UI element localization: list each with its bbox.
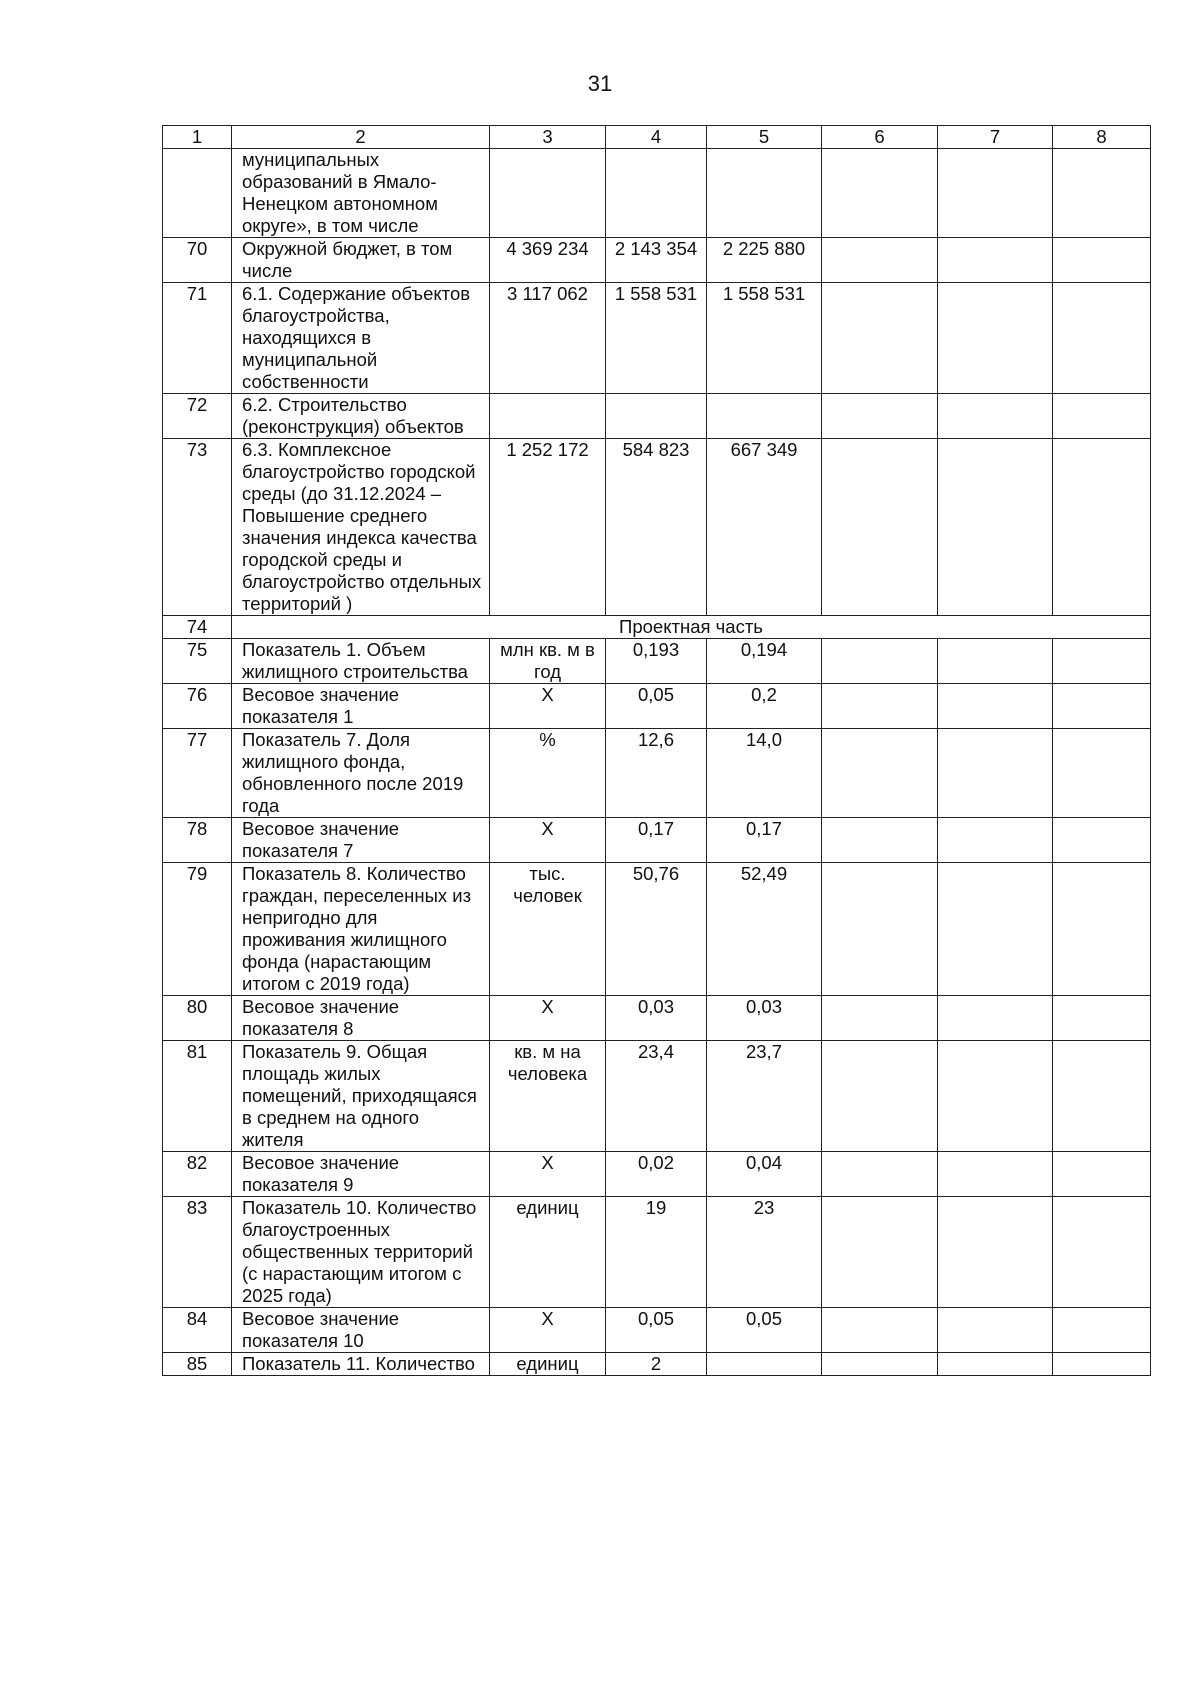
cell-col-5: 23,7 [707,1041,822,1152]
cell-col-7 [938,684,1053,729]
row-number-cell: 81 [163,1041,232,1152]
column-header-4: 4 [606,126,707,149]
cell-col-6 [822,283,938,394]
cell-col-2: 6.1. Содержание объектов благоустройства, находящихся в муниципальной собственности [232,283,490,394]
cell-col-5: 0,194 [707,639,822,684]
cell-col-8 [1053,684,1151,729]
cell-col-6 [822,1152,938,1197]
cell-col-3: % [490,729,606,818]
cell-col-3: млн кв. м в год [490,639,606,684]
table-row [163,863,1151,996]
cell-col-2: Весовое значение показателя 8 [232,996,490,1041]
cell-col-4: 50,76 [606,863,707,996]
cell-col-4: 2 [606,1353,707,1376]
cell-col-3: 1 252 172 [490,439,606,616]
cell-col-6 [822,684,938,729]
cell-col-5 [707,394,822,439]
cell-col-3: Х [490,1308,606,1353]
table-row [163,394,1151,439]
table-row [163,149,1151,238]
cell-col-7 [938,863,1053,996]
cell-col-6 [822,1041,938,1152]
table-row [163,1197,1151,1308]
row-number-cell: 70 [163,238,232,283]
cell-col-7 [938,238,1053,283]
cell-col-4: 0,193 [606,639,707,684]
cell-col-2: Весовое значение показателя 1 [232,684,490,729]
cell-col-6 [822,1353,938,1376]
cell-col-8 [1053,818,1151,863]
cell-col-8 [1053,729,1151,818]
cell-col-2: Показатель 1. Объем жилищного строительства [232,639,490,684]
cell-col-6 [822,639,938,684]
table-row [163,996,1151,1041]
cell-col-8 [1053,149,1151,238]
cell-col-3: Х [490,996,606,1041]
cell-col-2: Весовое значение показателя 7 [232,818,490,863]
row-number-cell: 75 [163,639,232,684]
data-table [162,125,1151,1376]
cell-col-3: Х [490,1152,606,1197]
cell-col-2: муниципальных образований в Ямало-Ненецком автономном округе», в том числе [232,149,490,238]
column-header-2: 2 [232,126,490,149]
cell-col-3: кв. м на человека [490,1041,606,1152]
cell-col-2: 6.3. Комплексное благоустройство городской среды (до 31.12.2024 – Повышение среднего значения индекса качества городской среды и благоустройство отдельных территорий ) [232,439,490,616]
cell-col-7 [938,1353,1053,1376]
cell-col-3: 4 369 234 [490,238,606,283]
table-row [163,1041,1151,1152]
row-number-cell: 77 [163,729,232,818]
cell-col-4: 0,05 [606,684,707,729]
cell-col-7 [938,818,1053,863]
cell-col-8 [1053,1152,1151,1197]
cell-col-8 [1053,996,1151,1041]
cell-col-5: 52,49 [707,863,822,996]
column-header-8: 8 [1053,126,1151,149]
row-number-cell: 71 [163,283,232,394]
cell-col-5: 0,03 [707,996,822,1041]
cell-col-5: 1 558 531 [707,283,822,394]
cell-col-7 [938,149,1053,238]
cell-col-8 [1053,238,1151,283]
cell-col-3: Х [490,684,606,729]
row-number-cell: 73 [163,439,232,616]
cell-col-5: 0,17 [707,818,822,863]
cell-col-8 [1053,439,1151,616]
cell-col-7 [938,394,1053,439]
cell-col-3: Х [490,818,606,863]
cell-col-7 [938,1197,1053,1308]
cell-col-3: единиц [490,1197,606,1308]
cell-col-4: 12,6 [606,729,707,818]
row-number-cell: 76 [163,684,232,729]
cell-col-7 [938,729,1053,818]
cell-col-8 [1053,283,1151,394]
cell-col-2: Весовое значение показателя 10 [232,1308,490,1353]
cell-col-6 [822,1197,938,1308]
table-row [163,818,1151,863]
cell-col-3 [490,149,606,238]
cell-col-6 [822,818,938,863]
cell-col-3: тыс. человек [490,863,606,996]
cell-col-6 [822,863,938,996]
column-header-3: 3 [490,126,606,149]
table-row [163,1308,1151,1353]
cell-col-3 [490,394,606,439]
cell-col-7 [938,1041,1053,1152]
column-header-1: 1 [163,126,232,149]
table-row [163,729,1151,818]
cell-col-4: 0,03 [606,996,707,1041]
cell-col-5: 0,2 [707,684,822,729]
table-row [163,684,1151,729]
row-number-cell: 84 [163,1308,232,1353]
cell-col-2: Показатель 11. Количество [232,1353,490,1376]
row-number-cell: 78 [163,818,232,863]
cell-col-5: 0,05 [707,1308,822,1353]
cell-col-2: Показатель 9. Общая площадь жилых помещений, приходящаяся в среднем на одного жителя [232,1041,490,1152]
row-number-cell: 82 [163,1152,232,1197]
row-number-cell: 74 [163,616,232,639]
cell-col-8 [1053,1041,1151,1152]
row-number-cell: 72 [163,394,232,439]
cell-col-4: 19 [606,1197,707,1308]
cell-col-2: Показатель 8. Количество граждан, переселенных из непригодно для проживания жилищного фонда (нарастающим итогом с 2019 года) [232,863,490,996]
cell-col-7 [938,639,1053,684]
row-number-cell [163,149,232,238]
cell-col-6 [822,394,938,439]
cell-col-5 [707,1353,822,1376]
table-header-row [163,126,1151,149]
row-number-cell: 80 [163,996,232,1041]
cell-col-6 [822,238,938,283]
table-row [163,639,1151,684]
cell-col-2: 6.2. Строительство (реконструкция) объектов [232,394,490,439]
cell-col-7 [938,439,1053,616]
cell-col-7 [938,283,1053,394]
cell-col-6 [822,1308,938,1353]
table-row [163,616,1151,639]
row-number-cell: 85 [163,1353,232,1376]
cell-col-2: Окружной бюджет, в том числе [232,238,490,283]
cell-col-5 [707,149,822,238]
cell-col-7 [938,996,1053,1041]
cell-col-5: 23 [707,1197,822,1308]
cell-col-8 [1053,863,1151,996]
cell-col-5: 0,04 [707,1152,822,1197]
cell-col-4: 0,02 [606,1152,707,1197]
cell-col-7 [938,1308,1053,1353]
table-row [163,238,1151,283]
cell-col-4 [606,149,707,238]
table-body [163,149,1151,1376]
cell-col-2: Показатель 7. Доля жилищного фонда, обновленного после 2019 года [232,729,490,818]
cell-col-8 [1053,394,1151,439]
row-number-cell: 83 [163,1197,232,1308]
table-row [163,1353,1151,1376]
column-header-7: 7 [938,126,1053,149]
cell-col-4 [606,394,707,439]
cell-col-8 [1053,1197,1151,1308]
section-heading-cell: Проектная часть [232,616,1151,639]
cell-col-6 [822,996,938,1041]
cell-col-8 [1053,1353,1151,1376]
cell-col-4: 0,05 [606,1308,707,1353]
page-number: 31 [587,71,613,96]
cell-col-6 [822,149,938,238]
cell-col-4: 1 558 531 [606,283,707,394]
cell-col-4: 2 143 354 [606,238,707,283]
cell-col-5: 14,0 [707,729,822,818]
cell-col-3: 3 117 062 [490,283,606,394]
row-number-cell: 79 [163,863,232,996]
cell-col-5: 2 225 880 [707,238,822,283]
column-header-5: 5 [707,126,822,149]
cell-col-3: единиц [490,1353,606,1376]
cell-col-6 [822,439,938,616]
table-row [163,1152,1151,1197]
cell-col-5: 667 349 [707,439,822,616]
cell-col-2: Весовое значение показателя 9 [232,1152,490,1197]
cell-col-4: 584 823 [606,439,707,616]
cell-col-8 [1053,1308,1151,1353]
cell-col-6 [822,729,938,818]
table-row [163,283,1151,394]
column-header-6: 6 [822,126,938,149]
cell-col-7 [938,1152,1053,1197]
cell-col-4: 0,17 [606,818,707,863]
cell-col-4: 23,4 [606,1041,707,1152]
cell-col-2: Показатель 10. Количество благоустроенных общественных территорий (с нарастающим итогом с 2025 года) [232,1197,490,1308]
table-row [163,439,1151,616]
cell-col-8 [1053,639,1151,684]
